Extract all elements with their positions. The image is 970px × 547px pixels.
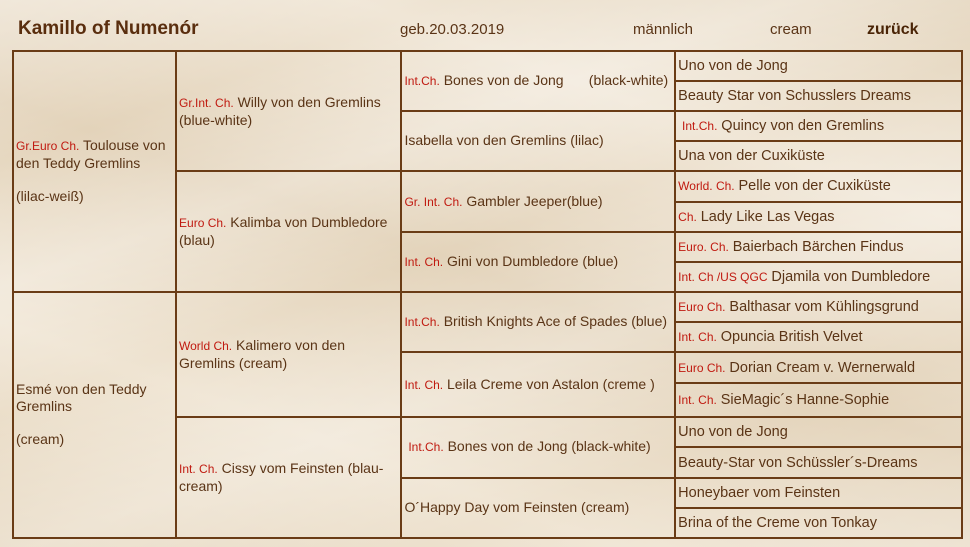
pedigree-name: Lady Like Las Vegas [700, 208, 835, 225]
pedigree-name: SieMagic´s Hanne-Sophie [720, 392, 890, 409]
pedigree-title: Ch. [678, 209, 697, 224]
pedigree-title: Gr.Int. Ch. [179, 95, 234, 110]
pedigree-title: Int.Ch. [404, 314, 440, 329]
gen4-cell [675, 352, 962, 383]
gen4-cell [675, 322, 962, 352]
sire-sire [176, 51, 401, 171]
pedigree-title: Int.Ch. [682, 119, 718, 134]
pedigree-name: Kalimba von Dumbledore (blau) [179, 214, 388, 249]
sire-title: Gr.Euro Ch. [16, 139, 80, 154]
sire-sire-dam [401, 111, 675, 171]
pedigree-title: Int.Ch. [408, 440, 444, 455]
pedigree-title: World Ch. [179, 339, 233, 354]
gen4-cell [675, 417, 962, 447]
pedigree-title: Gr. Int. Ch. [404, 194, 463, 209]
gen4-cell [675, 202, 962, 232]
sire-dam-dam [401, 232, 675, 292]
dam-dam-dam [401, 478, 675, 538]
cat-name-title: Kamillo of Numenór [18, 18, 199, 39]
pedigree-title: Euro. Ch. [678, 239, 729, 254]
sire-sire-sire [401, 51, 675, 111]
dam-sire-dam [401, 352, 675, 417]
pedigree-name: Gini von Dumbledore (blue) [447, 252, 619, 269]
dam-sire [176, 292, 401, 417]
pedigree-name: Cissy vom Feinsten (blau-cream) [179, 460, 384, 495]
pedigree-color: (black-white) [588, 72, 669, 89]
pedigree-name: Balthasar vom Kühlingsgrund [729, 298, 919, 315]
gen4-cell [675, 292, 962, 322]
pedigree-name: Gambler Jeeper(blue) [466, 192, 603, 209]
pedigree-title: Int.Ch. [404, 74, 440, 89]
sire [13, 51, 176, 292]
dam-color: (cream) [16, 431, 65, 448]
sire-name: Toulouse von den Teddy Gremlins [16, 137, 166, 172]
pedigree-name: Brina of the Creme von Tonkay [678, 514, 877, 531]
sire-dam [176, 171, 401, 291]
gen4-cell [675, 111, 962, 141]
pedigree-name: Opuncia British Velvet [720, 329, 863, 346]
back-link[interactable]: zurück [867, 21, 919, 38]
pedigree-name: Pelle von der Cuxiküste [738, 178, 891, 195]
dam-sire-sire [401, 292, 675, 352]
gen4-cell [675, 478, 962, 508]
pedigree-name: Bones von de Jong (black-white) [447, 438, 651, 455]
pedigree-name: O´Happy Day vom Feinsten (cream) [404, 498, 630, 515]
pedigree-name: Beauty-Star von Schüssler´s-Dreams [678, 454, 918, 471]
pedigree-title: Int. Ch. [179, 462, 218, 477]
gen4-cell [675, 383, 962, 417]
pedigree-name: Leila Creme von Astalon (creme ) [447, 375, 655, 392]
gen4-cell [675, 508, 962, 538]
dam [13, 292, 176, 538]
color-label: cream [770, 21, 812, 38]
pedigree-title: World. Ch. [678, 179, 735, 194]
pedigree-name: Beauty Star von Schusslers Dreams [678, 88, 912, 105]
sire-color: (lilac-weiß) [16, 188, 84, 205]
pedigree-title: Int. Ch. [678, 393, 717, 408]
pedigree-name: Isabella von den Gremlins (lilac) [404, 132, 604, 149]
pedigree-title: Euro Ch. [678, 299, 726, 314]
pedigree-name: Uno von de Jong [678, 424, 788, 441]
pedigree-title: Int. Ch /US QGC [678, 269, 768, 284]
pedigree-name: Dorian Cream v. Wernerwald [729, 359, 916, 376]
pedigree-title: Euro Ch. [678, 360, 726, 375]
pedigree-table [12, 50, 963, 539]
sex-label: männlich [633, 21, 694, 38]
gen4-cell [675, 81, 962, 111]
pedigree-name: British Knights Ace of Spades (blue) [443, 312, 668, 329]
birth-date: geb.20.03.2019 [400, 21, 505, 38]
page-header [0, 0, 970, 50]
gen4-cell [675, 141, 962, 171]
pedigree-name: Willy von den Gremlins (blue-white) [179, 93, 381, 128]
gen4-cell [675, 447, 962, 477]
pedigree-title: Int. Ch. [404, 254, 444, 269]
pedigree-name: Baierbach Bärchen Findus [732, 238, 904, 255]
pedigree-title: Int. Ch. [678, 330, 717, 345]
pedigree-name: Una von der Cuxiküste [678, 148, 825, 165]
pedigree-name: Uno von de Jong [678, 58, 788, 75]
pedigree-title: Euro Ch. [179, 216, 227, 231]
pedigree-name: Kalimero von den Gremlins (cream) [179, 337, 345, 372]
gen4-cell [675, 232, 962, 262]
gen4-cell [675, 171, 962, 201]
sire-dam-sire [401, 171, 675, 231]
dam-dam-sire [401, 417, 675, 477]
pedigree-name: Honeybaer vom Feinsten [678, 484, 841, 501]
gen4-cell [675, 262, 962, 292]
pedigree-name: Bones von de Jong [443, 72, 564, 89]
dam-name: Esmé von den Teddy Gremlins [16, 381, 147, 415]
pedigree-title: Int. Ch. [404, 377, 444, 392]
dam-dam [176, 417, 401, 538]
pedigree-name: Quincy von den Gremlins [721, 118, 885, 135]
pedigree-name: Djamila von Dumbledore [771, 268, 931, 285]
gen4-cell [675, 51, 962, 81]
